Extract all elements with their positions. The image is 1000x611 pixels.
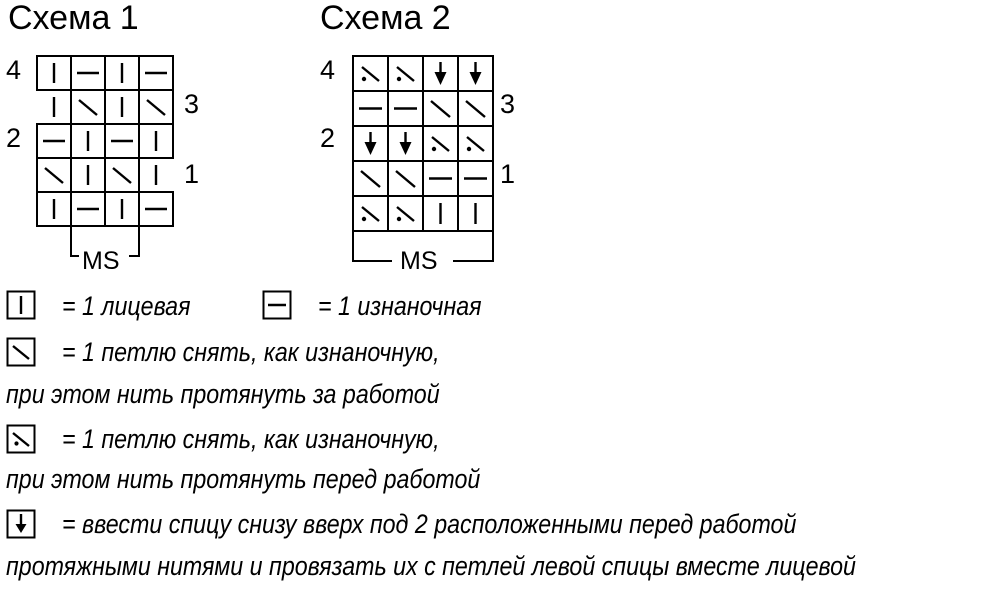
slip-yarn-back-icon bbox=[6, 337, 36, 367]
legend-slip-back-line-1: = 1 петлю снять, как изнаночную, bbox=[62, 337, 440, 367]
schema-2-row-2-number: 2 bbox=[320, 123, 336, 153]
slip-yarn-back-icon bbox=[361, 171, 380, 187]
slip-yarn-back-icon bbox=[466, 101, 485, 117]
slip-yarn-front-icon bbox=[362, 207, 379, 221]
schema-1-row-4-number: 4 bbox=[6, 55, 22, 85]
down-arrow-symbol-icon bbox=[470, 62, 482, 85]
knit-symbol-icon bbox=[6, 290, 36, 320]
purl-symbol-icon bbox=[262, 290, 292, 320]
slip-yarn-back-icon bbox=[147, 100, 165, 115]
legend-knit-text: = 1 лицевая bbox=[62, 291, 191, 321]
schema-2-title: Схема 2 bbox=[320, 0, 451, 37]
slip-yarn-front-icon bbox=[362, 67, 379, 81]
slip-yarn-back-icon bbox=[45, 168, 63, 183]
slip-yarn-front-icon bbox=[397, 67, 414, 81]
down-arrow-symbol-icon bbox=[365, 132, 377, 155]
slip-yarn-back-icon bbox=[396, 171, 415, 187]
slip-yarn-front-icon bbox=[397, 207, 414, 221]
schema-1-title: Схема 1 bbox=[8, 0, 139, 37]
schema-2-row-4-number: 4 bbox=[320, 55, 336, 85]
schema-2-row-3-number: 3 bbox=[500, 89, 516, 119]
legend-purl-text: = 1 изнаночная bbox=[318, 291, 482, 321]
slip-yarn-back-icon bbox=[113, 168, 131, 183]
legend-slip-back-line-2: при этом нить протянуть за работой bbox=[6, 379, 440, 409]
down-arrow-symbol-icon bbox=[400, 132, 412, 155]
down-arrow-symbol-icon bbox=[435, 62, 447, 85]
down-arrow-symbol-icon bbox=[6, 509, 36, 539]
slip-yarn-back-icon bbox=[431, 101, 450, 117]
legend-slip-front-line-1: = 1 петлю снять, как изнаночную, bbox=[62, 424, 440, 454]
schema-1-row-2-number: 2 bbox=[6, 123, 22, 153]
schema-2-grid bbox=[352, 55, 494, 265]
schema-1-ms-label: MS bbox=[82, 247, 120, 275]
slip-yarn-back-icon bbox=[79, 100, 97, 115]
slip-yarn-front-icon bbox=[6, 424, 36, 454]
legend-slip-front-line-2: при этом нить протянуть перед работой bbox=[6, 464, 481, 494]
schema-2-ms-label: MS bbox=[400, 247, 438, 275]
legend-down-arrow-line-2: протяжными нитями и провязать их с петлей левой спицы вместе лицевой bbox=[6, 551, 856, 581]
schema-1-grid bbox=[36, 55, 176, 265]
schema-2-row-1-number: 1 bbox=[500, 159, 516, 189]
slip-yarn-front-icon bbox=[432, 137, 449, 151]
slip-yarn-front-icon bbox=[467, 137, 484, 151]
schema-1-row-3-number: 3 bbox=[184, 89, 200, 119]
legend-down-arrow-line-1: = ввести спицу снизу вверх под 2 расположенными перед работой bbox=[62, 509, 797, 539]
schema-1-row-1-number: 1 bbox=[184, 159, 200, 189]
